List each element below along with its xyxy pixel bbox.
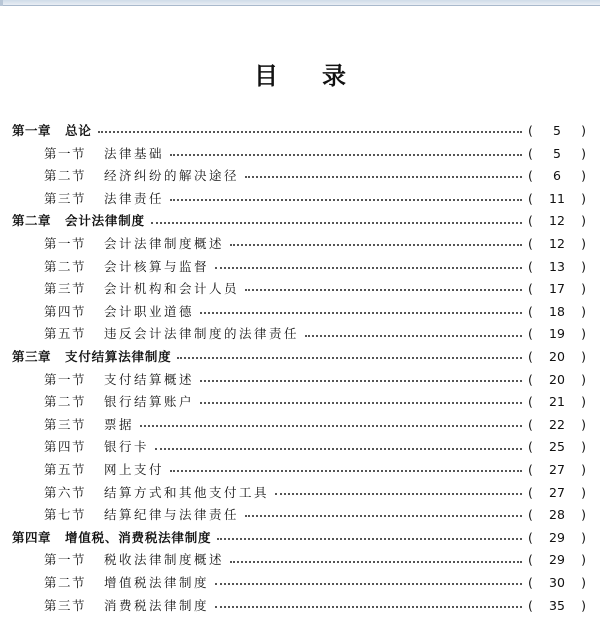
section-number: 第一节 (44, 371, 87, 387)
page-number-open-paren: ( (528, 281, 533, 297)
chapter-number: 第二章 (12, 213, 52, 229)
page-number-close-paren: ) (581, 394, 586, 410)
dot-leader (98, 131, 522, 133)
page-number (528, 597, 586, 613)
page-number-close-paren: ) (581, 484, 586, 500)
page-number (528, 484, 586, 500)
table-of-contents (0, 120, 600, 617)
dot-leader (200, 380, 522, 382)
toc-section-row[interactable] (0, 436, 600, 459)
page-number (528, 396, 586, 409)
page-number-open-paren: ( (528, 168, 533, 184)
section-number: 第二节 (44, 258, 87, 274)
section-title: 消费税法律制度 (104, 597, 210, 613)
page-number-close-paren: ) (581, 168, 586, 184)
chapter-title: 会计法律制度 (65, 213, 145, 229)
chapter-title: 增值税、消费税法律制度 (65, 529, 212, 545)
page-number (528, 441, 586, 454)
dot-leader (200, 312, 522, 314)
section-title: 违反会计法律制度的法律责任 (104, 326, 300, 342)
page-number (528, 258, 586, 274)
dot-leader (230, 244, 522, 246)
page-number (528, 509, 586, 522)
page-number-close-paren: ) (581, 574, 586, 590)
page-number-open-paren: ( (528, 552, 533, 568)
page-number-close-paren: ) (581, 597, 586, 613)
toc-section-row[interactable] (0, 594, 600, 617)
toc-section-row[interactable] (0, 459, 600, 482)
page-number-close-paren: ) (581, 190, 586, 206)
toc-section-row[interactable] (0, 143, 600, 166)
page-number-value: 18 (549, 303, 565, 319)
toc-section-row[interactable] (0, 301, 600, 324)
section-title: 会计机构和会计人员 (104, 281, 240, 297)
chapter-number: 第一章 (12, 123, 52, 139)
section-title: 会计法律制度概述 (104, 236, 225, 252)
page-number-close-paren: ) (581, 461, 586, 477)
toc-section-row[interactable] (0, 482, 600, 505)
section-title: 银行卡 (104, 439, 150, 455)
page-number-value: 20 (549, 371, 565, 387)
dot-leader (140, 425, 522, 427)
page-number-open-paren: ( (528, 371, 533, 387)
page-number-value: 29 (549, 529, 565, 545)
toc-section-row[interactable] (0, 323, 600, 346)
page-number-open-paren: ( (528, 574, 533, 590)
chapter-number: 第四章 (12, 529, 52, 545)
page-number-value: 17 (549, 281, 565, 297)
section-number: 第一节 (44, 552, 87, 568)
section-number: 第一节 (44, 236, 87, 252)
page-number-close-paren: ) (581, 236, 586, 252)
dot-leader (155, 448, 522, 450)
section-title: 票据 (104, 416, 135, 432)
toc-section-row[interactable] (0, 572, 600, 595)
chapter-title: 支付结算法律制度 (65, 348, 172, 364)
toc-section-row[interactable] (0, 414, 600, 437)
page-number-close-paren: ) (581, 326, 586, 342)
page-number (528, 461, 586, 477)
page-number-open-paren: ( (528, 348, 533, 364)
page-number (528, 170, 586, 183)
section-title: 结算纪律与法律责任 (104, 507, 240, 523)
page-number-value: 13 (549, 258, 565, 274)
page-number (528, 574, 586, 590)
page-number-value: 19 (549, 326, 565, 342)
dot-leader (151, 222, 522, 224)
section-number: 第六节 (44, 484, 87, 500)
page-number-open-paren: ( (528, 484, 533, 500)
dot-leader (170, 199, 522, 201)
toc-section-row[interactable] (0, 188, 600, 211)
dot-leader (215, 267, 522, 269)
section-number: 第四节 (44, 439, 87, 455)
page-number (528, 416, 586, 432)
page-title: 目录 (254, 62, 390, 90)
dot-leader (170, 154, 522, 156)
page-number-close-paren: ) (581, 145, 586, 161)
toc-chapter-row[interactable] (0, 120, 600, 143)
page-number-value: 12 (549, 213, 565, 229)
page-number-close-paren: ) (581, 507, 586, 523)
section-title: 会计核算与监督 (104, 258, 210, 274)
toc-chapter-row[interactable] (0, 346, 600, 369)
dot-leader (245, 515, 522, 517)
section-title: 结算方式和其他支付工具 (104, 484, 270, 500)
section-number: 第二节 (44, 394, 87, 410)
page-number-open-paren: ( (528, 236, 533, 252)
toc-section-row[interactable] (0, 278, 600, 301)
section-number: 第一节 (44, 145, 87, 161)
section-title: 网上支付 (104, 461, 165, 477)
document-page (0, 6, 600, 622)
section-number: 第三节 (44, 281, 87, 297)
toc-section-row[interactable] (0, 165, 600, 188)
page-number-value: 21 (549, 394, 565, 410)
page-number-value: 20 (549, 348, 565, 364)
page-number-open-paren: ( (528, 145, 533, 161)
page-number-close-paren: ) (581, 303, 586, 319)
page-number (528, 371, 586, 387)
toc-chapter-row[interactable] (0, 527, 600, 550)
page-number-open-paren: ( (528, 258, 533, 274)
page-number-value: 5 (553, 145, 561, 161)
page-number (528, 348, 586, 364)
page-number-open-paren: ( (528, 529, 533, 545)
section-title: 支付结算概述 (104, 371, 195, 387)
section-title: 会计职业道德 (104, 303, 195, 319)
page-number-open-paren: ( (528, 461, 533, 477)
page-number-open-paren: ( (528, 507, 533, 523)
section-number: 第七节 (44, 507, 87, 523)
dot-leader (245, 176, 522, 178)
page-number-value: 22 (549, 416, 565, 432)
toc-section-row[interactable] (0, 549, 600, 572)
page-number-close-paren: ) (581, 416, 586, 432)
page-number-open-paren: ( (528, 439, 533, 455)
toc-section-row[interactable] (0, 233, 600, 256)
toc-section-row[interactable] (0, 391, 600, 414)
page-number-open-paren: ( (528, 394, 533, 410)
page-number-value: 27 (549, 484, 565, 500)
page-number-value: 35 (549, 597, 565, 613)
toc-section-row[interactable] (0, 504, 600, 527)
dot-leader (200, 402, 522, 404)
page-number-value: 12 (549, 236, 565, 252)
page-number-open-paren: ( (528, 303, 533, 319)
page-number-close-paren: ) (581, 258, 586, 274)
section-title: 法律责任 (104, 190, 165, 206)
page-number-value: 29 (549, 552, 565, 568)
section-number: 第二节 (44, 574, 87, 590)
page-number-open-paren: ( (528, 597, 533, 613)
page-number-value: 5 (553, 123, 561, 139)
section-number: 第三节 (44, 597, 87, 613)
section-title: 经济纠纷的解决途径 (104, 168, 240, 184)
page-number-value: 27 (549, 461, 565, 477)
page-number (528, 145, 586, 161)
section-number: 第五节 (44, 461, 87, 477)
page-number (528, 328, 586, 341)
toc-chapter-row[interactable] (0, 210, 600, 233)
page-number-close-paren: ) (581, 439, 586, 455)
page-number-value: 6 (553, 168, 561, 184)
page-number-open-paren: ( (528, 213, 533, 229)
page-number-value: 30 (549, 574, 565, 590)
page-number-value: 25 (549, 439, 565, 455)
page-number (528, 190, 586, 206)
section-number: 第五节 (44, 326, 87, 342)
dot-leader (275, 493, 522, 495)
page-number (528, 238, 586, 251)
page-number (528, 554, 586, 567)
dot-leader (230, 561, 522, 563)
page-number-close-paren: ) (581, 552, 586, 568)
page-number-open-paren: ( (528, 416, 533, 432)
page-number-close-paren: ) (581, 348, 586, 364)
page-number-close-paren: ) (581, 281, 586, 297)
chapter-number: 第三章 (12, 348, 52, 364)
page-number (528, 303, 586, 319)
page-number-open-paren: ( (528, 190, 533, 206)
section-title: 法律基础 (104, 145, 165, 161)
page-number (528, 215, 586, 228)
section-title: 税收法律制度概述 (104, 552, 225, 568)
page-number (528, 529, 586, 545)
page-number-open-paren: ( (528, 123, 533, 139)
dot-leader (215, 606, 522, 608)
page-number-close-paren: ) (581, 213, 586, 229)
page-number (528, 283, 586, 296)
section-title: 增值税法律制度 (104, 574, 210, 590)
section-number: 第三节 (44, 416, 87, 432)
toc-section-row[interactable] (0, 369, 600, 392)
section-title: 银行结算账户 (104, 394, 195, 410)
page-number (528, 125, 586, 138)
page-number-close-paren: ) (581, 123, 586, 139)
section-number: 第二节 (44, 168, 87, 184)
dot-leader (177, 357, 522, 359)
page-number-value: 28 (549, 507, 565, 523)
page-number-close-paren: ) (581, 371, 586, 387)
dot-leader (305, 335, 522, 337)
chapter-title: 总论 (65, 123, 92, 139)
dot-leader (217, 538, 522, 540)
page-number-value: 11 (549, 190, 565, 206)
section-number: 第四节 (44, 303, 87, 319)
dot-leader (245, 289, 522, 291)
page-number-open-paren: ( (528, 326, 533, 342)
dot-leader (170, 470, 522, 472)
toc-section-row[interactable] (0, 256, 600, 279)
page-number-close-paren: ) (581, 529, 586, 545)
section-number: 第三节 (44, 190, 87, 206)
dot-leader (215, 583, 522, 585)
